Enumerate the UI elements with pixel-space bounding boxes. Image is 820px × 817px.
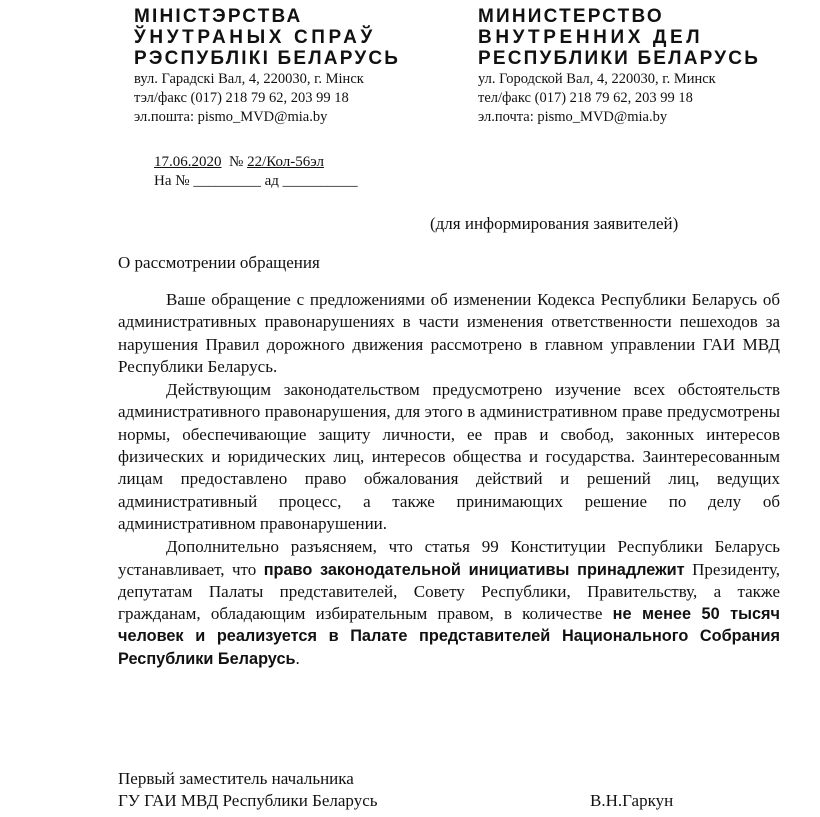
letterhead-belarusian [134, 6, 434, 127]
paragraph-text: Президенту, депутатам Палаты представителей, Совету Республики, Правительству, а также гражданам, обладающим избирательным правом, в количестве [118, 559, 781, 624]
address: ул. Городской Вал, 4, 220030, г. Минск [478, 71, 716, 87]
number-sign: № [229, 154, 244, 170]
emphasis-text: право законодательной инициативы принадлежит [263, 560, 685, 579]
phone-fax: тел/факс (017) 218 79 62, 203 99 18 [478, 90, 693, 106]
reply-to-label: На № [154, 173, 190, 189]
signatory-name: В.Н.Гаркун [590, 791, 674, 810]
paragraph: Ваше обращение с предложениями об изменении Кодекса Республики Беларусь об административных правонарушениях в части изменения ответственности пешеходов за нарушения Правил дорожного движения рассмотрено в главном управлении ГАИ МВД Республики Беларусь. [118, 290, 780, 376]
paragraph-text: . [295, 648, 300, 668]
paragraph: Действующим законодательством предусмотрено изучение всех обстоятельств административного правонарушения, для этого в административном праве предусмотрены нормы, обеспечивающие защиту личности, ее прав и свобод, законных интересов физических и юридических лиц, интересов общества и государства. Заинтересованным лицам предоставлено право обжалования действий и решений лиц, ведущих административный процесс, а также принимающих решение по делу об административном правонарушении. [118, 380, 780, 533]
phone-fax: тэл/факс (017) 218 79 62, 203 99 18 [134, 90, 349, 106]
email: эл.почта: pismo_MVD@mia.by [478, 109, 668, 125]
audience-note: (для информирования заявителей) [430, 214, 679, 233]
position-line: ГУ ГАИ МВД Республики Беларусь [118, 791, 378, 810]
from-label: ад [264, 173, 279, 189]
paragraph-text: Дополнительно разъясняем, что статья 99 Конституции Республики Беларусь устанавливает, что [118, 537, 780, 579]
ministry-name-line: ЎНУТРАНЫХ СПРАЎ [134, 27, 376, 48]
ministry-name-line: МІНІСТЭРСТВА [134, 6, 303, 27]
position-line: Первый заместитель начальника [118, 769, 354, 788]
paragraph [118, 536, 780, 670]
ministry-name-line: ВНУТРЕННИХ ДЕЛ [478, 27, 704, 48]
from-blank: __________ [282, 173, 358, 189]
letterhead-russian [478, 6, 798, 127]
letter-date: 17.06.2020 [154, 154, 222, 170]
address: вул. Гарадскі Вал, 4, 220030, г. Мінск [134, 71, 364, 87]
email: эл.пошта: pismo_MVD@mia.by [134, 109, 328, 125]
incoming-reference [154, 171, 358, 191]
emphasis-text: не менее 50 тысяч человек и реализуется в Палате представителей Национального Собрания Республики Беларусь [118, 605, 781, 668]
ministry-name-line: МИНИСТЕРСТВО [478, 6, 664, 27]
ministry-name-line: РЕСПУБЛИКИ БЕЛАРУСЬ [478, 48, 761, 69]
outgoing-reference [154, 152, 324, 172]
letter-subject: О рассмотрении обращения [118, 253, 320, 272]
letter-number: 22/Кол-56эл [247, 154, 324, 170]
letter-body [118, 289, 780, 670]
ministry-name-line: РЭСПУБЛІКІ БЕЛАРУСЬ [134, 48, 401, 69]
signatory-position [118, 768, 378, 812]
reply-to-blank: _________ [193, 173, 261, 189]
